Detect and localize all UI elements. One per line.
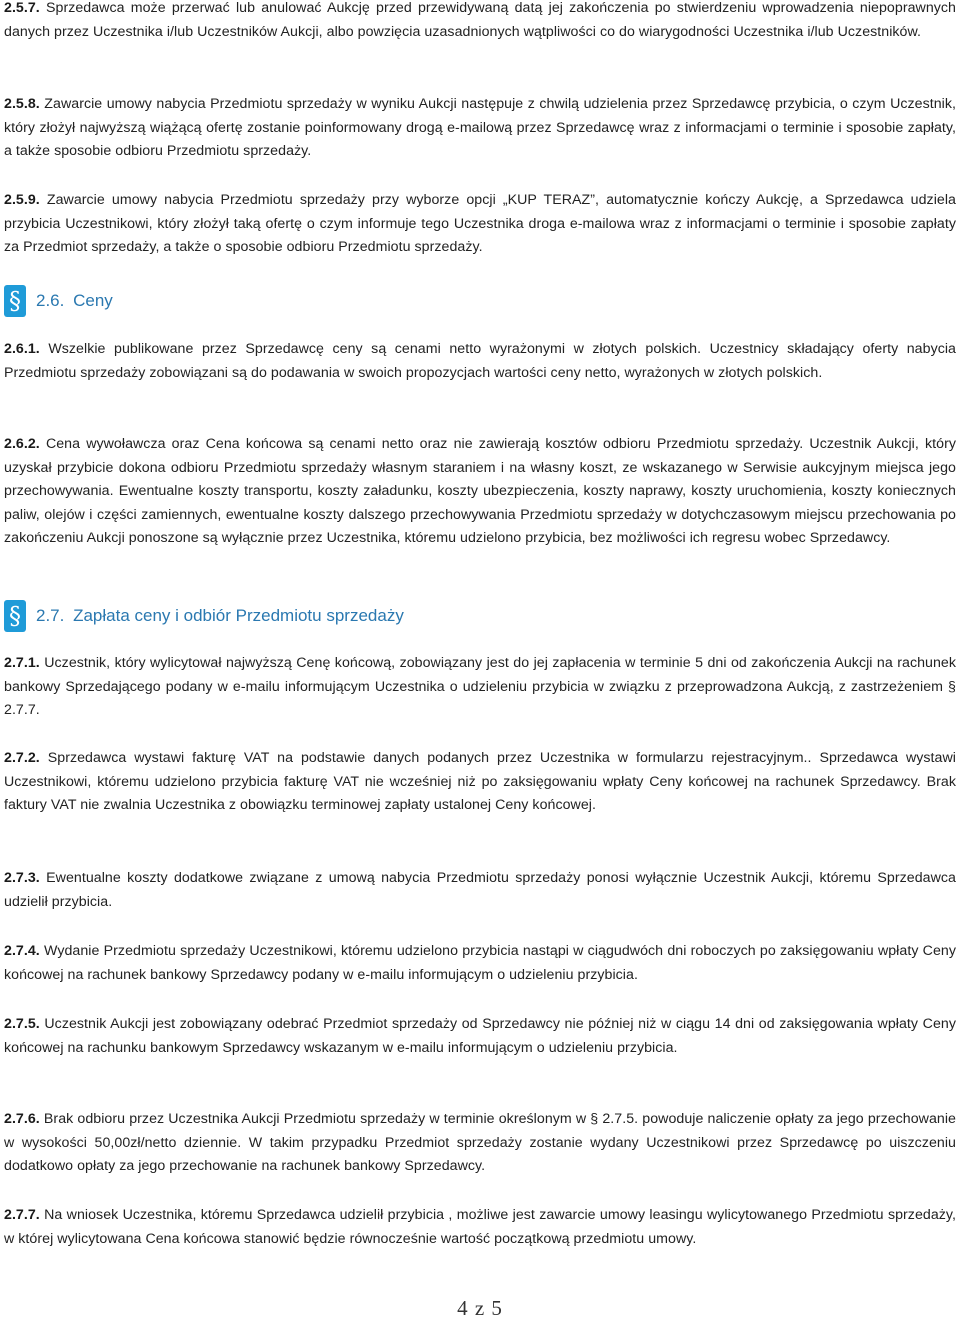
paragraph-number: 2.7.1.	[4, 655, 40, 671]
paragraph-text: Wszelkie publikowane przez Sprzedawcę ceny są cenami netto wyrażonymi w złotych polskich. Uczestnicy składający oferty nabycia Przedmiotu sprzedaży zobowiązani są do podawania w swoich propozycjach wartości ceny netto, wyrażonych w złotych polskich.	[4, 341, 956, 381]
section-title-text: Zapłata ceny i odbiór Przedmiotu sprzedaży	[73, 606, 404, 625]
paragraph-number: 2.7.2.	[4, 750, 40, 766]
paragraph-text: Wydanie Przedmiotu sprzedaży Uczestnikowi, któremu udzielono przybicia nastąpi w ciągudwóch dni roboczych po zaksięgowaniu wpłaty Ceny końcowej na rachunek bankowy Sprzedawcy podany w e-mailu informującym o udzieleniu przybicia.	[4, 943, 956, 983]
paragraph-number: 2.7.3.	[4, 870, 40, 886]
paragraph-number: 2.7.7.	[4, 1207, 40, 1223]
paragraph-number: 2.5.7.	[4, 0, 40, 16]
paragraph-number: 2.5.9.	[4, 192, 40, 208]
paragraph-text: Cena wywoławcza oraz Cena końcowa są cenami netto oraz nie zawierają kosztów odbioru Przedmiotu sprzedaży. Uczestnik Aukcji, który uzyskał przybicie dokona odbioru Przedmiotu sprzedaży własnym staraniem i na własny koszt, ze wskazanego w Serwisie aukcyjnym miejsca jego przechowywania. Ewentualne koszty transportu, koszty załadunku, koszty ubezpieczenia, koszty naprawy, koszty uruchomienia, koszty koniecznych paliw, olejów i części zamiennych, ewentualne koszty dalszego przechowywania Przedmiotu sprzedaży w dotychczasowym miejscu przechowania po zakończeniu Aukcji ponoszone są wyłącznie przez Uczestnika, któremu udzielono przybicia, bez możliwości ich regresu wobec Sprzedawcy.	[4, 436, 956, 546]
paragraph-2-7-7	[4, 1204, 956, 1251]
paragraph-2-5-9	[4, 189, 956, 260]
paragraph-2-6-1	[4, 338, 956, 385]
paragraph-number: 2.6.1.	[4, 341, 40, 357]
paragraph-text: Sprzedawca może przerwać lub anulować Aukcję przed przewidywaną datą jej zakończenia po stwierdzeniu wprowadzenia niepoprawnych danych przez Uczestnika i/lub Uczestników Aukcji, albo powzięcia uzasadnionych wątpliwości co do wiarygodności Uczestnika i/lub Uczestników.	[4, 0, 956, 40]
section-title-text: Ceny	[73, 291, 113, 310]
paragraph-number: 2.7.6.	[4, 1111, 40, 1127]
paragraph-2-7-3	[4, 867, 956, 914]
section-title	[36, 606, 404, 626]
paragraph-2-7-2	[4, 747, 956, 818]
paragraph-text: Sprzedawca wystawi fakturę VAT na podstawie danych podanych przez Uczestnika w formularzu rejestracyjnym.. Sprzedawca wystawi Uczestnikowi, któremu udzielono przybicia fakturę VAT nie wcześniej niż po zaksięgowaniu wpłaty Ceny końcowej na rachunek Sprzedawcy. Brak faktury VAT nie zwalnia Uczestnika z obowiązku terminowej zapłaty ustalonej Ceny końcowej.	[4, 750, 956, 813]
section-heading-2-6	[4, 283, 956, 319]
paragraph-2-5-8	[4, 93, 956, 164]
section-heading-2-7	[4, 598, 956, 634]
paragraph-2-7-1	[4, 652, 956, 723]
paragraph-number: 2.7.4.	[4, 943, 40, 959]
section-title	[36, 291, 113, 311]
paragraph-2-7-5	[4, 1013, 956, 1060]
paragraph-2-7-4	[4, 940, 956, 987]
paragraph-number: 2.6.2.	[4, 436, 40, 452]
page-number: 4 z 5	[457, 1296, 503, 1320]
paragraph-text: Uczestnik, który wylicytował najwyższą Cenę końcową, zobowiązany jest do jej zapłacenia w terminie 5 dni od zakończenia Aukcji na rachunek bankowy Sprzedającego podany w e-mailu informującym Uczestnika o udzieleniu przybicia w związku z przeprowadzona Aukcją, z zastrzeżeniem § 2.7.7.	[4, 655, 956, 718]
paragraph-text: Brak odbioru przez Uczestnika Aukcji Przedmiotu sprzedaży w terminie określonym w § 2.7.5. powoduje naliczenie opłaty za jego przechowanie w wysokości 50,00zł/netto dziennie. W takim przypadku Przedmiot sprzedaży zostanie wydany Uczestnikowi przez Sprzedawcę po uiszczeniu dodatkowo opłaty za jego przechowanie na rachunek bankowy Sprzedawcy.	[4, 1111, 956, 1174]
paragraph-text: Zawarcie umowy nabycia Przedmiotu sprzedaży w wyniku Aukcji następuje z chwilą udzielenia przez Sprzedawcę przybicia, o czym Uczestnik, który złożył najwyższą wiążącą ofertę zostanie poinformowany drogą e-mailową przez Sprzedawcę wraz z informacjami o terminie i sposobie zapłaty, a także sposobie odbioru Przedmiotu sprzedaży.	[4, 96, 957, 159]
section-sign-icon: §	[4, 600, 26, 632]
section-number: 2.6.	[36, 291, 65, 310]
paragraph-number: 2.5.8.	[4, 96, 40, 112]
paragraph-text: Uczestnik Aukcji jest zobowiązany odebrać Przedmiot sprzedaży od Sprzedawcy nie później niż w ciągu 14 dni od zaksięgowania wpłaty Ceny końcowej na rachunku bankowym Sprzedawcy wskazanym w e-mailu informującym o udzieleniu przybicia.	[4, 1016, 956, 1056]
paragraph-2-6-2	[4, 433, 956, 551]
paragraph-text: Na wniosek Uczestnika, któremu Sprzedawca udzielił przybicia , możliwe jest zawarcie umowy leasingu wylicytowanego Przedmiotu sprzedaży, w której wylicytowana Cena końcowa stanowić będzie równocześnie wartość początkową przedmiotu umowy.	[4, 1207, 956, 1247]
paragraph-number: 2.7.5.	[4, 1016, 40, 1032]
paragraph-2-7-6	[4, 1108, 956, 1179]
section-number: 2.7.	[36, 606, 65, 625]
paragraph-2-5-7	[4, 0, 956, 44]
paragraph-text: Ewentualne koszty dodatkowe związane z umową nabycia Przedmiotu sprzedaży ponosi wyłącznie Uczestnik Aukcji, któremu Sprzedawca udzielił przybicia.	[4, 870, 956, 910]
section-sign-icon: §	[4, 285, 26, 317]
paragraph-text: Zawarcie umowy nabycia Przedmiotu sprzedaży przy wyborze opcji „KUP TERAZ”, automatycznie kończy Aukcję, a Sprzedawca udziela przybicia Uczestnikowi, który złożył taką ofertę o czym informuje tego Uczestnika droga e-mailowa wraz z informacjami o terminie i sposobie zapłaty za Przedmiot sprzedaży, a także o sposobie odbioru Przedmiotu sprzedaży.	[4, 192, 956, 255]
